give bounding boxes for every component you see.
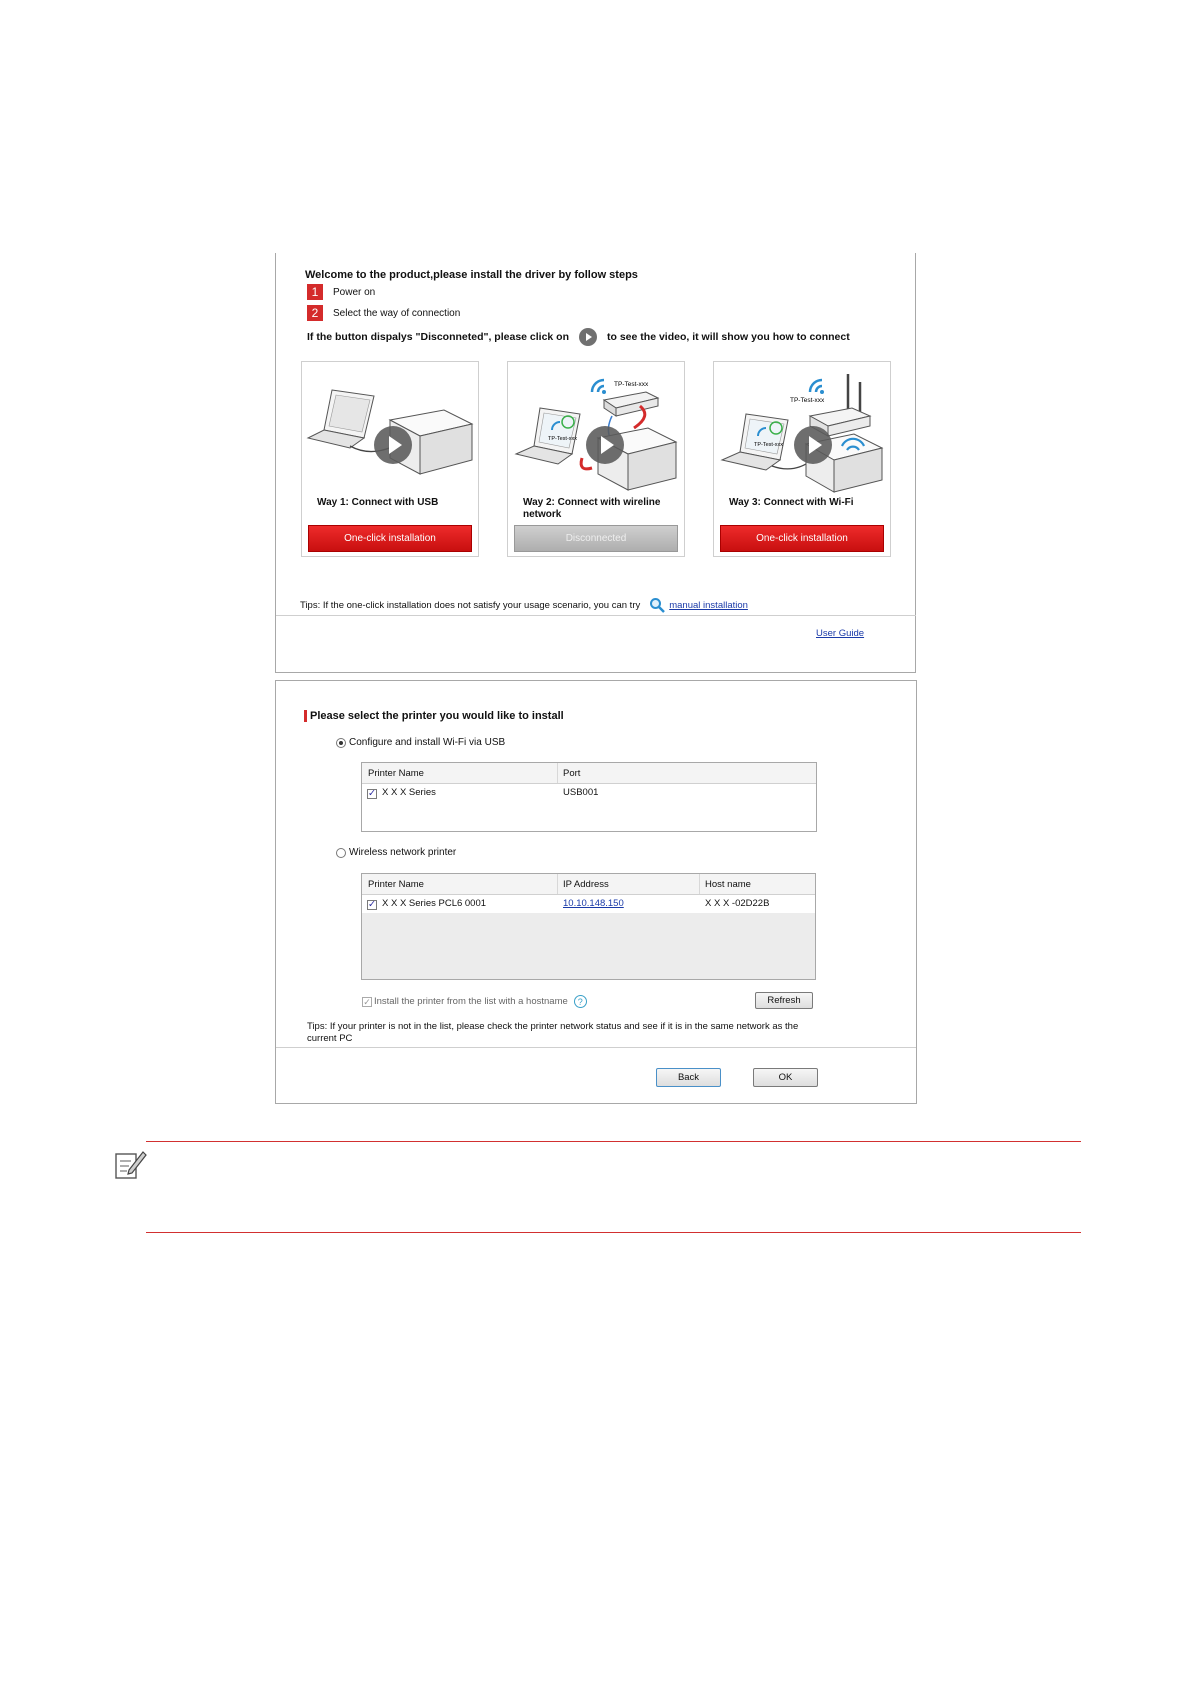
one-click-install-button[interactable]: One-click installation [720,525,884,552]
laptop-icon [308,390,374,448]
refresh-button[interactable]: Refresh [755,992,813,1009]
note-top-rule [146,1141,1081,1142]
step-power-on [307,284,375,300]
ok-button[interactable]: OK [753,1068,818,1087]
row-checkbox[interactable]: ✓ [368,899,376,910]
way-label: Way 1: Connect with USB [317,497,439,508]
column-header-printer-name: Printer Name [368,879,424,890]
table-header [362,763,816,784]
way-label: Way 2: Connect with wireline network [523,497,661,520]
divider [276,1047,916,1048]
wifi-icon [810,380,824,394]
manual-installation-link[interactable]: manual installation [669,599,748,611]
row-checkbox[interactable]: ✓ [368,788,376,799]
step-number-badge: 1 [307,284,323,300]
printer-name-cell: X X X Series [382,787,436,798]
usb-config-option[interactable] [336,737,505,748]
column-header-port: Port [563,768,581,779]
hint-text-before: If the button dispalys "Disconneted", please click on [307,331,570,343]
wireless-radio[interactable] [336,848,346,858]
select-printer-title [304,710,564,722]
play-video-button[interactable] [794,426,832,464]
wifi-icon [592,380,606,394]
step-label: Select the way of connection [333,307,461,319]
disconnected-button[interactable]: Disconnected [514,525,678,552]
step-select-connection [307,305,460,321]
user-guide-link[interactable]: User Guide [816,628,865,639]
way-label: Way 3: Connect with Wi-Fi [729,497,854,508]
printer-list-tips: Tips: If your printer is not in the list, please check the printer network status and see if it is in the same network as the current PC [307,1021,799,1044]
column-header-printer-name: Printer Name [368,768,424,779]
connect-wifi-card [713,361,891,557]
printer-name-cell: X X X Series PCL6 0001 [382,898,487,909]
search-icon[interactable] [649,597,665,613]
port-cell: USB001 [563,787,599,798]
wireless-label: Wireless network printer [349,847,457,858]
help-icon[interactable]: ? [574,995,587,1008]
column-separator [557,763,558,783]
hostname-option[interactable] [362,995,587,1008]
connect-usb-card [301,361,479,557]
play-video-button[interactable] [374,426,412,464]
hostname-checkbox[interactable]: ✓ [363,996,371,1007]
title-accent-bar [304,710,307,722]
column-separator [699,874,700,894]
ip-address-link[interactable]: 10.10.148.150 [563,898,624,909]
note-bottom-rule [146,1232,1081,1233]
play-video-button[interactable] [586,426,624,464]
install-tips [300,597,748,613]
table-header [362,874,815,895]
column-header-ip-address: IP Address [563,879,609,890]
welcome-title: Welcome to the product,please install the driver by follow steps [305,269,638,281]
divider [276,615,916,616]
step-label: Power on [333,286,376,298]
usb-config-label: Configure and install Wi-Fi via USB [349,737,506,748]
hint-text-after: to see the video, it will show you how to connect [607,331,850,343]
step-number-badge: 2 [307,305,323,321]
router-label: TP-Test-xxx [614,381,649,388]
connect-wireline-card [507,361,685,557]
title-text: Please select the printer you would like to install [310,710,564,722]
column-separator [557,874,558,894]
play-icon [579,328,597,346]
back-button[interactable]: Back [656,1068,721,1087]
router-label: TP-Test-xxx [790,397,825,404]
install-guide-panel [275,253,916,673]
one-click-install-button[interactable]: One-click installation [308,525,472,552]
tips-text: Tips: If the one-click installation does not satisfy your usage scenario, you can try [300,599,641,611]
host-name-cell: X X X -02D22B [705,898,770,909]
column-header-host-name: Host name [705,879,751,890]
usb-config-radio[interactable] [336,738,346,748]
note-icon [113,1148,147,1180]
laptop-label: TP-Test-xxx [548,436,578,442]
wireless-option[interactable] [336,847,456,858]
video-hint [307,328,850,346]
laptop-label: TP-Test-xxx [754,442,784,448]
printer-select-panel [275,680,917,1104]
usb-printer-table [361,762,817,832]
hostname-label: Install the printer from the list with a hostname [374,996,568,1007]
network-printer-table [361,873,816,980]
table-row[interactable] [362,895,815,913]
table-row[interactable] [362,784,816,802]
router-icon [604,392,658,416]
